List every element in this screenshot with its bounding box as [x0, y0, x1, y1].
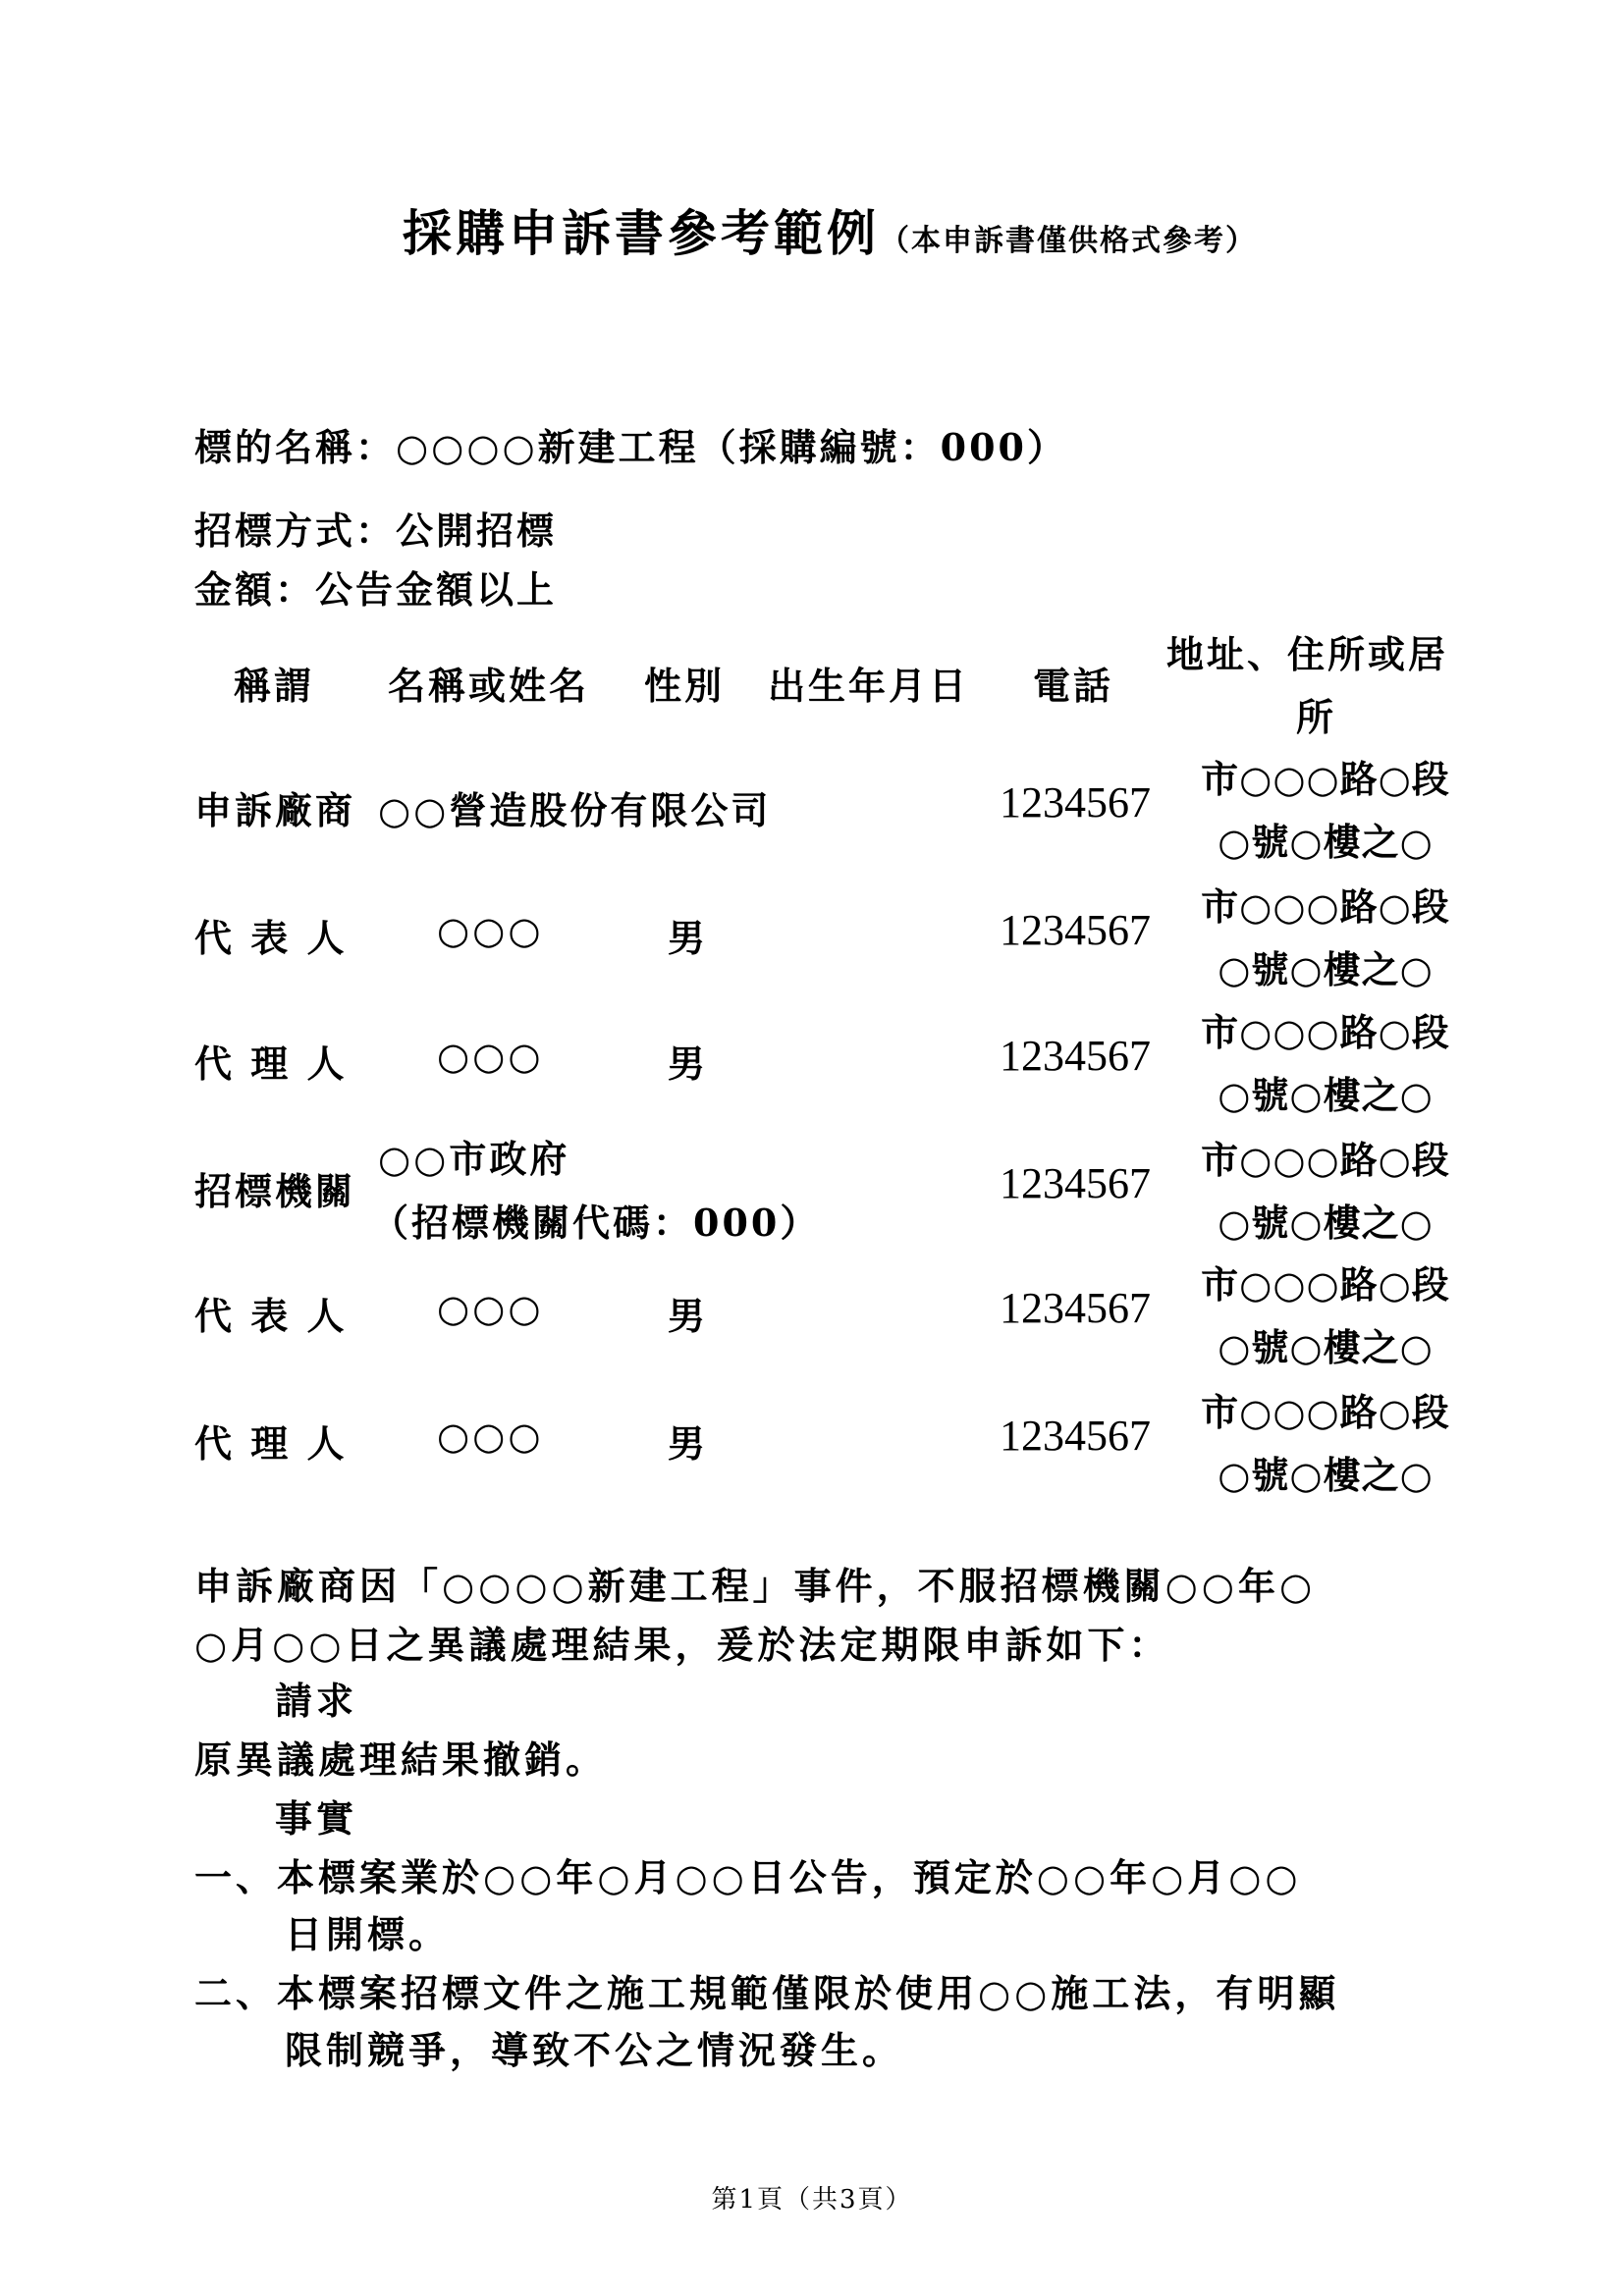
row-name: ○○○	[437, 1286, 544, 1330]
row-address-line2: ○號○樓之○	[1218, 820, 1434, 864]
row-title: 代 理 人	[194, 1041, 348, 1086]
row-address	[1168, 1254, 1483, 1379]
header-birthdate: 出生年月日	[768, 664, 970, 708]
row-name: ○○○	[437, 908, 544, 952]
row-phone: 1234567	[1000, 1412, 1151, 1460]
row-address-line1: 市○○○路○段	[1201, 884, 1450, 929]
row-address-line2: ○號○樓之○	[1218, 1325, 1434, 1369]
row-name: ○○營造股份有限公司	[378, 788, 772, 832]
row-address-line2: ○號○樓之○	[1218, 1201, 1434, 1245]
row-address-line1: 市○○○路○段	[1201, 1262, 1450, 1307]
row-address-line1: 市○○○路○段	[1201, 1138, 1450, 1182]
tender-method-line: 招標方式：公開招標	[194, 508, 558, 553]
header-name: 名稱或姓名	[388, 664, 590, 708]
row-gender: 男	[668, 1041, 709, 1086]
row-name-line2: （招標機關代碼：000）	[371, 1201, 821, 1245]
page-number: 第1頁（共3頁）	[711, 2185, 913, 2215]
header-address-line2: 所	[1296, 695, 1337, 739]
intro-line1: 申訴廠商因「○○○○新建工程」事件，不服招標機關○○年○	[194, 1564, 1317, 1608]
row-title: 申訴廠商	[194, 788, 356, 832]
header-title: 稱謂	[234, 664, 315, 708]
header-phone: 電話	[1033, 664, 1114, 708]
row-title: 代 表 人	[194, 916, 348, 960]
row-gender: 男	[668, 1294, 709, 1338]
row-address-line2: ○號○樓之○	[1218, 1073, 1434, 1117]
intro-line2: ○月○○日之異議處理結果，爰於法定期限申訴如下：	[194, 1623, 1170, 1667]
fact-2-line1: 二、本標案招標文件之施工規範僅限於使用○○施工法，有明顯	[194, 1971, 1340, 2015]
row-address-line2: ○號○樓之○	[1218, 947, 1434, 991]
row-address	[1168, 1001, 1483, 1127]
row-name: ○○○	[437, 1414, 544, 1458]
row-title: 招標機關	[194, 1169, 356, 1213]
request-text: 原異議處理結果撤銷。	[194, 1737, 608, 1782]
row-phone: 1234567	[1000, 1159, 1151, 1207]
row-gender: 男	[668, 916, 709, 960]
row-address	[1168, 1381, 1483, 1507]
facts-heading: 事實	[275, 1796, 358, 1841]
row-address-line1: 市○○○路○段	[1201, 757, 1450, 801]
row-title: 代 表 人	[194, 1294, 348, 1338]
row-phone: 1234567	[1000, 1284, 1151, 1332]
request-heading: 請求	[275, 1679, 358, 1723]
row-name: ○○市政府	[378, 1137, 570, 1181]
row-address	[1168, 748, 1483, 874]
row-address	[1168, 1129, 1483, 1255]
header-gender: 性別	[644, 664, 726, 708]
fact-1-line2: 日開標。	[285, 1912, 451, 1956]
row-phone: 1234567	[1000, 1032, 1151, 1080]
row-address	[1168, 876, 1483, 1001]
title-note: （本申訴書僅供格式參考）	[880, 224, 1257, 258]
subject-line: 標的名稱：○○○○新建工程（採購編號：000）	[194, 425, 1067, 469]
row-address-line2: ○號○樓之○	[1218, 1453, 1434, 1497]
header-address-line1: 地址、住所或居	[1166, 632, 1449, 676]
amount-line: 金額：公告金額以上	[194, 567, 558, 612]
row-title: 代 理 人	[194, 1421, 348, 1466]
row-address-line1: 市○○○路○段	[1201, 1010, 1450, 1054]
row-phone: 1234567	[1000, 906, 1151, 954]
row-phone: 1234567	[1000, 778, 1151, 827]
row-gender: 男	[668, 1421, 709, 1466]
title-text: 採購申訴書參考範例	[403, 204, 880, 262]
row-name: ○○○	[437, 1034, 544, 1078]
row-address-line1: 市○○○路○段	[1201, 1390, 1450, 1434]
fact-2-line2: 限制競爭，導致不公之情況發生。	[285, 2028, 904, 2072]
fact-1-line1: 一、本標案業於○○年○月○○日公告，預定於○○年○月○○	[194, 1855, 1302, 1899]
document-title	[403, 194, 1257, 265]
